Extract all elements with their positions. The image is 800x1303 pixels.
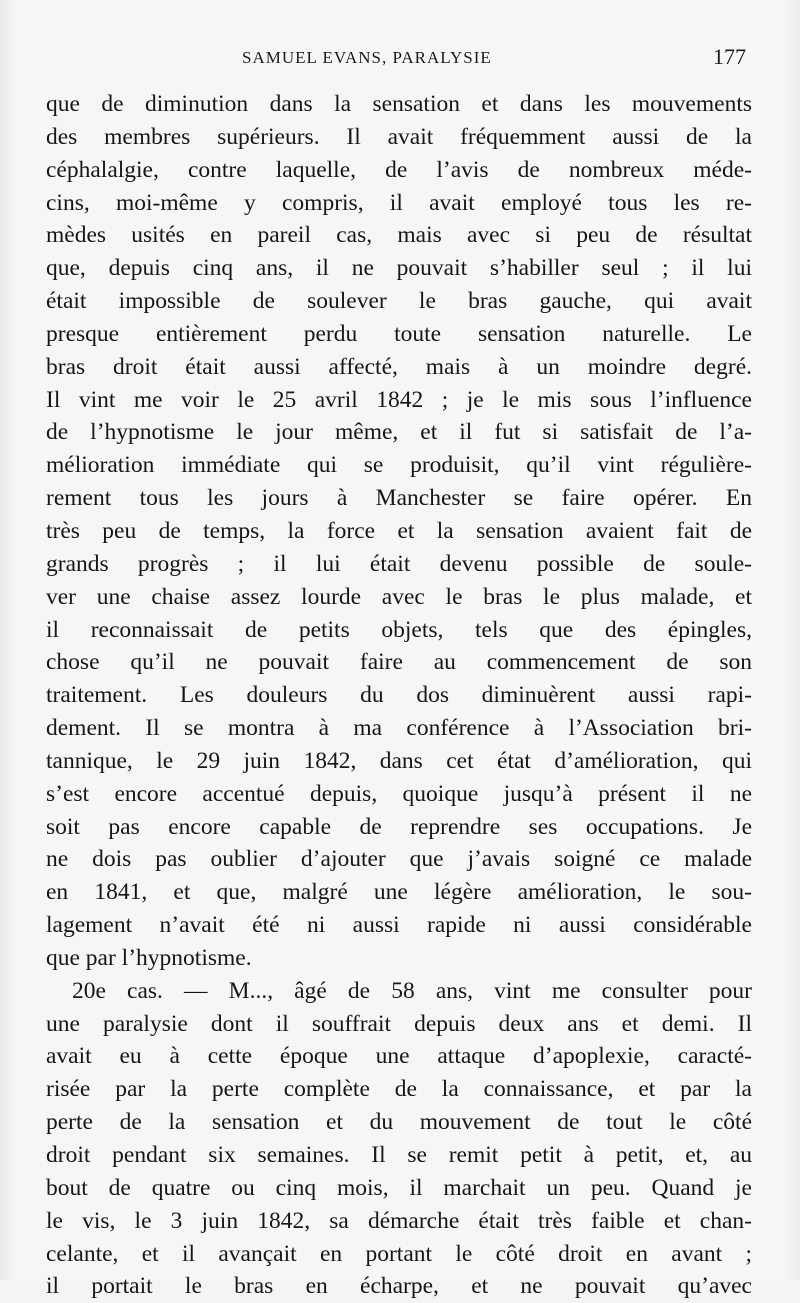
text-line: dement. Il se montra à ma conférence à l’Association bri- bbox=[46, 715, 752, 742]
text-line: il portait le bras en écharpe, et ne pouvait qu’avec bbox=[46, 1273, 752, 1300]
text-line: celante, et il avançait en portant le côté droit en avant ; bbox=[46, 1240, 752, 1267]
text-line: que de diminution dans la sensation et dans les mouvements bbox=[46, 91, 752, 117]
running-title: SAMUEL EVANS, PARALYSIE bbox=[242, 48, 492, 67]
text-line: en 1841, et que, malgré une légère amélioration, le sou- bbox=[46, 879, 752, 906]
text-line: ne dois pas oublier d’ajouter que j’avais soigné ce malade bbox=[46, 846, 752, 873]
text-line: avait eu à cette époque une attaque d’apoplexie, caracté- bbox=[46, 1043, 752, 1070]
page-number: 177 bbox=[713, 44, 746, 69]
text-line: 20e cas. — M..., âgé de 58 ans, vint me consulter pour bbox=[72, 977, 752, 1004]
text-line: très peu de temps, la force et la sensation avaient fait de bbox=[46, 517, 752, 544]
text-line: lagement n’avait été ni aussi rapide ni aussi considérable bbox=[46, 912, 752, 939]
text-line: tannique, le 29 juin 1842, dans cet état d’amélioration, qui bbox=[46, 747, 752, 774]
text-line: que, depuis cinq ans, il ne pouvait s’habiller seul ; il lui bbox=[46, 255, 752, 282]
text-line: presque entièrement perdu toute sensation naturelle. Le bbox=[46, 320, 752, 347]
text-line: Il vint me voir le 25 avril 1842 ; je le mis sous l’influence bbox=[46, 386, 752, 413]
running-head bbox=[46, 44, 746, 74]
text-line: une paralysie dont il souffrait depuis deux ans et demi. Il bbox=[46, 1010, 752, 1037]
text-line: bout de quatre ou cinq mois, il marchait un peu. Quand je bbox=[46, 1174, 752, 1201]
text-line: céphalalgie, contre laquelle, de l’avis de nombreux méde- bbox=[46, 156, 752, 183]
body-text bbox=[46, 88, 752, 1303]
text-line: perte de la sensation et du mouvement de tout le côté bbox=[46, 1109, 752, 1136]
text-line: droit pendant six semaines. Il se remit petit à petit, et, au bbox=[46, 1142, 752, 1168]
text-line: de l’hypnotisme le jour même, et il fut si satisfait de l’a- bbox=[46, 419, 752, 446]
text-line: le vis, le 3 juin 1842, sa démarche était très faible et chan- bbox=[46, 1207, 752, 1234]
text-line: bras droit était aussi affecté, mais à un moindre degré. bbox=[46, 353, 752, 380]
text-line: des membres supérieurs. Il avait fréquemment aussi de la bbox=[46, 123, 752, 150]
text-line: rement tous les jours à Manchester se faire opérer. En bbox=[46, 485, 752, 512]
text-line: mélioration immédiate qui se produisit, qu’il vint régulière- bbox=[46, 452, 752, 479]
text-line: risée par la perte complète de la connaissance, et par la bbox=[46, 1076, 752, 1103]
text-line: ver une chaise assez lourde avec le bras le plus malade, et bbox=[46, 583, 752, 610]
text-line: chose qu’il ne pouvait faire au commencement de son bbox=[46, 649, 752, 676]
text-line: était impossible de soulever le bras gauche, qui avait bbox=[46, 288, 752, 315]
text-line: grands progrès ; il lui était devenu possible de soule- bbox=[46, 550, 752, 577]
text-line: cins, moi-même y compris, il avait employé tous les re- bbox=[46, 189, 752, 216]
text-line: mèdes usités en pareil cas, mais avec si peu de résultat bbox=[46, 222, 752, 249]
text-line: s’est encore accentué depuis, quoique jusqu’à présent il ne bbox=[46, 780, 752, 807]
text-line: soit pas encore capable de reprendre ses occupations. Je bbox=[46, 813, 752, 840]
text-line: que par l’hypnotisme. bbox=[46, 944, 252, 971]
text-line: traitement. Les douleurs du dos diminuèrent aussi rapi- bbox=[46, 682, 752, 709]
text-line: il reconnaissait de petits objets, tels que des épingles, bbox=[46, 616, 752, 643]
